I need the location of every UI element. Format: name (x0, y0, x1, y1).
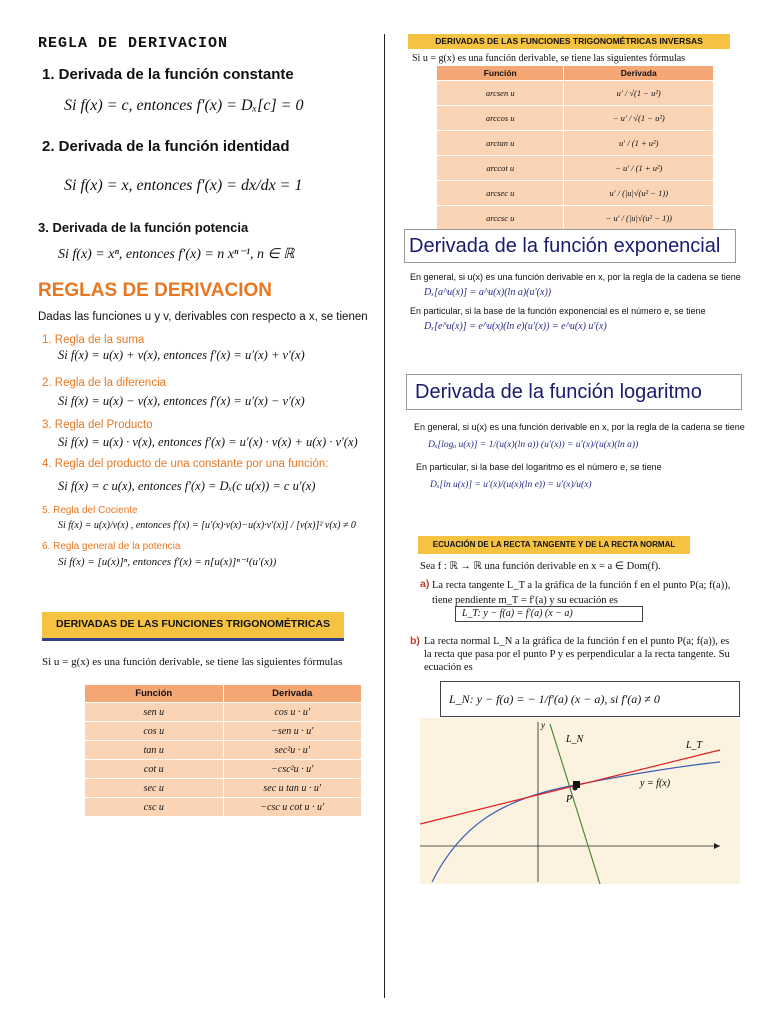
log-text-particular: En particular, si la base del logaritmo es el número e, se tiene (416, 462, 662, 472)
table-row (437, 106, 713, 131)
rule-2-formula: Si f(x) = u(x) − v(x), entonces f′(x) = u′(x) − v′(x) (58, 394, 305, 408)
cell: sen u (85, 703, 223, 722)
exp-title: Derivada de la función exponencial (404, 229, 736, 263)
table-row (85, 798, 361, 817)
exp-text-particular: En particular, si la base de la función exponencial es el número e, se tiene (410, 306, 706, 316)
rule-4-formula: Si f(x) = c u(x), entonces f′(x) = Dₓ(c u(x)) = c u′(x) (58, 479, 316, 493)
cell: arccos u (437, 106, 564, 131)
tangent-equation: L_T: y − f(a) = f′(a) (x − a) (455, 606, 643, 622)
cell: tan u (85, 741, 223, 760)
rule-6-formula: Si f(x) = [u(x)]ⁿ, entonces f′(x) = n[u(x)]ⁿ⁻¹(u′(x)) (58, 556, 277, 568)
cell: arccot u (437, 156, 564, 181)
rule-3-formula: Si f(x) = u(x) · v(x), entonces f′(x) = u′(x) · v(x) + u(x) · v′(x) (58, 435, 358, 449)
cell: u′ / (1 + u²) (564, 131, 713, 156)
cell: csc u (85, 798, 223, 817)
column-divider (384, 34, 385, 998)
item-2-formula: Si f(x) = x, entonces f′(x) = dx/dx = 1 (64, 177, 303, 194)
log-title: Derivada de la función logaritmo (406, 374, 742, 410)
rule-3-heading: 3. Regla del Producto (42, 419, 153, 431)
cell: − u′ / (1 + u²) (564, 156, 713, 181)
table-row (85, 722, 361, 741)
tangent-banner: ECUACIÓN DE LA RECTA TANGENTE Y DE LA RECTA NORMAL (418, 536, 690, 554)
cell: arctan u (437, 131, 564, 156)
normal-line (550, 724, 600, 884)
rule-6-heading: 6. Regla general de la potencia (42, 541, 181, 552)
table-row (437, 206, 713, 231)
cell: cos u · u′ (223, 703, 361, 722)
rule-5-heading: 5. Regla del Cociente (42, 505, 138, 516)
trig-table (85, 685, 361, 816)
cell: − u′ / (|u|√(u² − 1)) (564, 206, 713, 231)
item-1-heading: 1. Derivada de la función constante (42, 66, 294, 83)
graph-svg (420, 718, 740, 884)
cell: −csc u cot u · u′ (223, 798, 361, 817)
rule-4-heading: 4. Regla del producto de una constante por una función: (42, 458, 329, 470)
page-title: REGLA DE DERIVACION (38, 35, 229, 52)
cell: cos u (85, 722, 223, 741)
label-ln: L_N (566, 734, 584, 745)
tangent-normal-graph (420, 718, 740, 884)
cell: −csc²u · u′ (223, 760, 361, 779)
cell: sec u tan u · u′ (223, 779, 361, 798)
inverse-trig-table (437, 66, 713, 230)
item-1-formula: Si f(x) = c, entonces f′(x) = Dₓ[c] = 0 (64, 97, 304, 114)
item-3-formula: Si f(x) = xⁿ, entonces f′(x) = n xⁿ⁻¹, n ∈ ℝ (58, 247, 295, 262)
normal-equation: L_N: y − f(a) = − 1/f′(a) (x − a), si f′(a) ≠ 0 (440, 681, 740, 717)
tangent-intro: Sea f : ℝ → ℝ una función derivable en x = a ∈ Dom(f). (420, 561, 661, 572)
trig-header-function: Función (85, 685, 223, 703)
table-row (437, 181, 713, 206)
label-lt: L_T (686, 740, 703, 751)
normal-b-text: La recta normal L_N a la gráfica de la función f en el punto P(a; f(a)), es la recta que pasa por el punto P y es perpendicular a la recta tangente. Su ecuación es (424, 636, 730, 673)
log-formula-particular: Dₓ[ln u(x)] = u′(x)/(u(x)(ln e)) = u′(x)/u(x) (430, 480, 592, 490)
exp-formula-general: Dₓ[a^u(x)] = a^u(x)(ln a)(u′(x)) (424, 287, 552, 298)
cell: −sen u · u′ (223, 722, 361, 741)
cell: u′ / √(1 − u²) (564, 81, 713, 106)
table-row (85, 741, 361, 760)
log-text-general: En general, si u(x) es una función derivable en x, por la regla de la cadena se tiene (414, 422, 745, 432)
cell: sec²u · u′ (223, 741, 361, 760)
reglas-intro: Dadas las funciones u y v, derivables con respecto a x, se tienen (38, 311, 368, 323)
table-row (85, 703, 361, 722)
rule-1-heading: 1. Regla de la suma (42, 334, 145, 346)
table-row (437, 81, 713, 106)
label-y: y (541, 720, 545, 730)
table-row (85, 779, 361, 798)
tangent-a-label: a) (420, 578, 430, 590)
table-row (85, 760, 361, 779)
inv-header-function: Función (437, 66, 564, 81)
inverse-trig-intro: Si u = g(x) es una función derivable, se tiene las siguientes fórmulas (412, 53, 686, 64)
trig-intro: Si u = g(x) es una función derivable, se tiene las siguientes fórmulas (42, 656, 343, 668)
function-curve (432, 762, 720, 882)
reglas-title: REGLAS DE DERIVACION (38, 280, 273, 301)
cell: arcsen u (437, 81, 564, 106)
x-axis-arrow (714, 843, 720, 849)
log-formula-general: Dₓ[logₐ u(x)] = 1/(u(x)(ln a)) (u′(x)) = u′(x)/(u(x)(ln a)) (428, 440, 639, 450)
inv-header-derivative: Derivada (564, 66, 713, 81)
point-p (573, 786, 578, 791)
rule-1-formula: Si f(x) = u(x) + v(x), entonces f′(x) = u′(x) + v′(x) (58, 348, 305, 362)
normal-b-label: b) (410, 635, 420, 647)
item-3-heading: 3. Derivada de la función potencia (38, 220, 249, 235)
inverse-trig-banner: DERIVADAS DE LAS FUNCIONES TRIGONOMÉTRICAS INVERSAS (408, 34, 730, 49)
cell: − u′ / √(1 − u²) (564, 106, 713, 131)
cell: u′ / (|u|√(u² − 1)) (564, 181, 713, 206)
cell: cot u (85, 760, 223, 779)
rule-5-formula: Si f(x) = u(x)/v(x) , entonces f′(x) = [u′(x)·v(x)−u(x)·v′(x)] / [v(x)]² v(x) ≠ 0 (58, 520, 356, 531)
exp-formula-particular: Dₓ[e^u(x)] = e^u(x)(ln e)(u′(x)) = e^u(x) u′(x) (424, 321, 607, 332)
label-fx: y = f(x) (640, 778, 671, 789)
rule-2-heading: 2. Regla de la diferencia (42, 377, 167, 389)
table-row (437, 156, 713, 181)
label-p: P (566, 794, 573, 805)
trig-banner: DERIVADAS DE LAS FUNCIONES TRIGONOMÉTRICAS (42, 612, 344, 638)
table-row (437, 131, 713, 156)
cell: arccsc u (437, 206, 564, 231)
item-2-heading: 2. Derivada de la función identidad (42, 138, 290, 155)
tangent-a-text: La recta tangente L_T a la gráfica de la función f en el punto P(a; f(a)), tiene pendiente m_T = f′(a) y su ecuación es (432, 580, 731, 606)
cell: sec u (85, 779, 223, 798)
exp-text-general: En general, si u(x) es una función derivable en x, por la regla de la cadena se tiene (410, 272, 741, 282)
trig-header-derivative: Derivada (223, 685, 361, 703)
cell: arcsec u (437, 181, 564, 206)
